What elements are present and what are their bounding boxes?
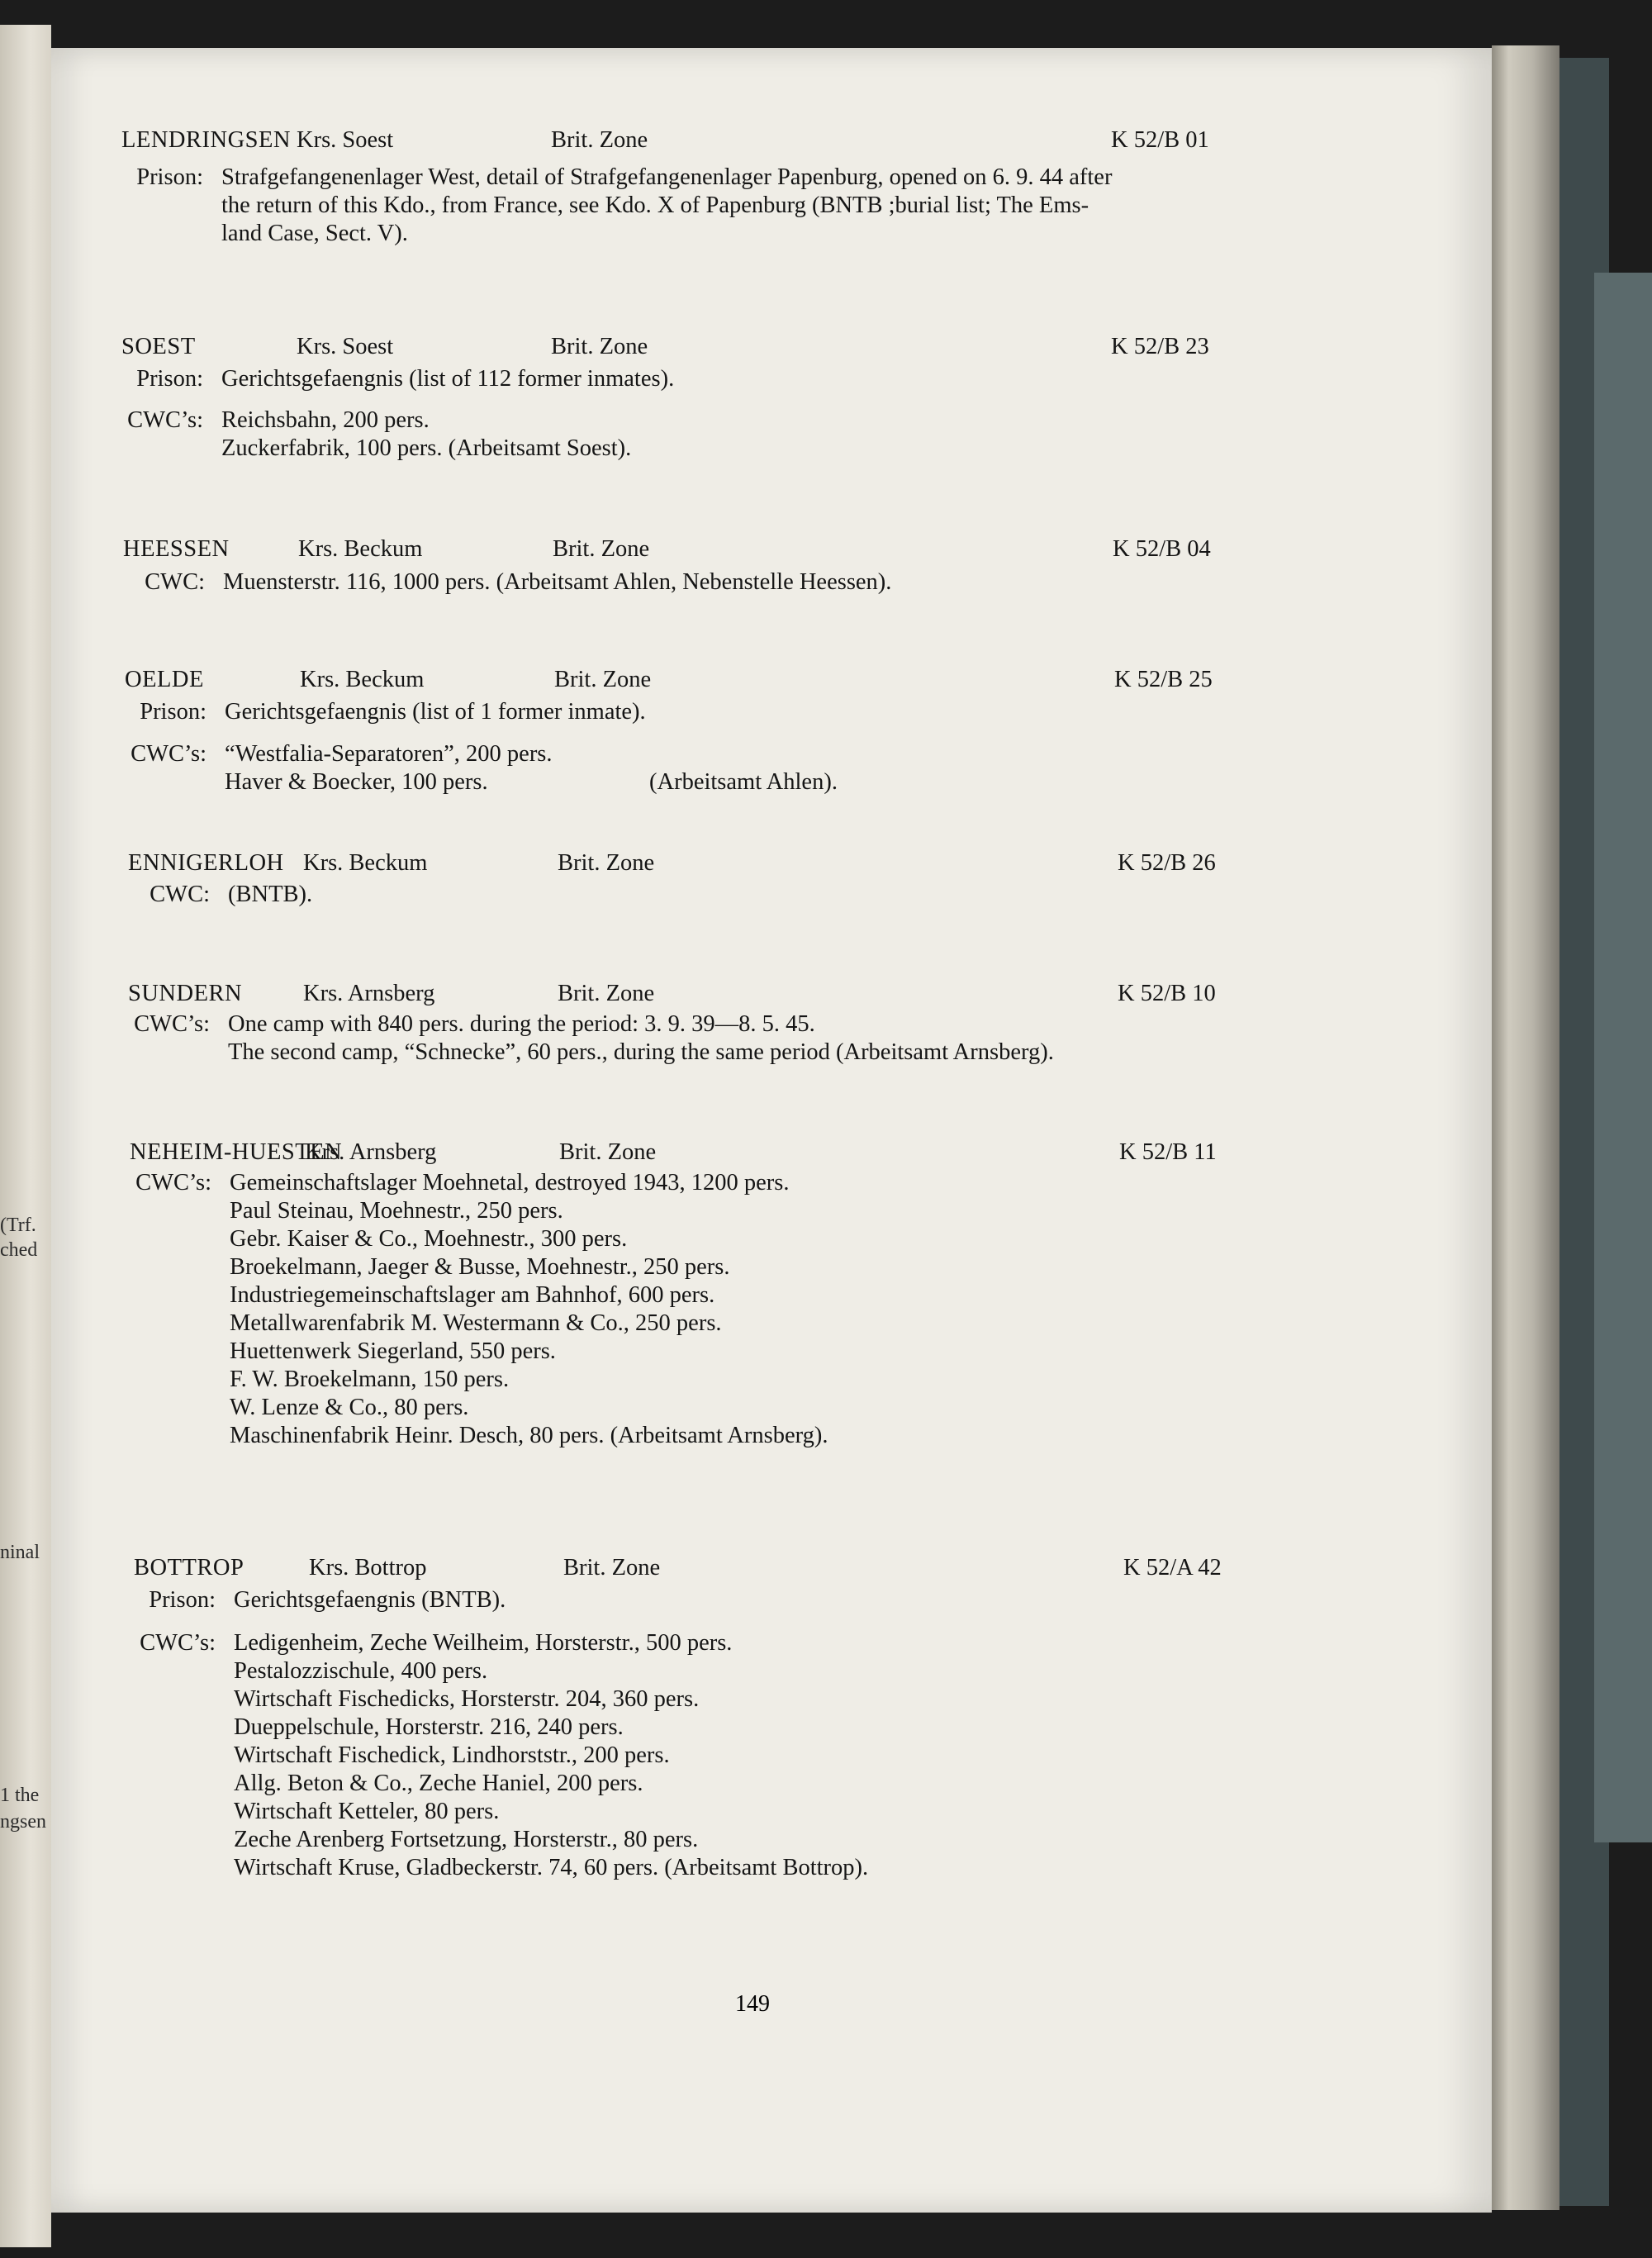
entry-zone: Brit. Zone [559,1139,657,1165]
entry-kreis: Krs. Arnsberg [303,981,435,1006]
entry-kreis: Krs. Soest [297,334,394,359]
entry-zone: Brit. Zone [551,334,648,359]
entry-text-line: Zeche Arenberg Fortsetzung, Horsterstr., 80 pers. [234,1827,699,1852]
entry-kreis: Krs. Bottrop [309,1555,427,1581]
entry-text-line: Allg. Beton & Co., Zeche Haniel, 200 pers. [234,1771,643,1796]
entry-label: CWC’s: [134,1011,210,1037]
entry-code: K 52/B 11 [1119,1139,1217,1165]
entry-text-line: land Case, Sect. V). [221,221,408,246]
entry-label: Prison: [149,1587,216,1613]
entry-place-name: SUNDERN [128,981,243,1006]
facing-page-fragment: ngsen [0,1811,46,1833]
entry-place-name: NEHEIM-HUESTEN [130,1139,343,1165]
entry-text-line: Reichsbahn, 200 pers. [221,407,430,433]
page-text [51,48,1492,2213]
entry-code: K 52/B 23 [1111,334,1209,359]
entry-zone: Brit. Zone [558,981,655,1006]
entry-code: K 52/A 42 [1123,1555,1222,1581]
entry-text-line: Wirtschaft Fischedicks, Horsterstr. 204, 360 pers. [234,1686,700,1712]
facing-page-edge [0,25,51,2247]
entry-code: K 52/B 10 [1118,981,1216,1006]
entry-zone: Brit. Zone [551,127,648,153]
entry-kreis: Krs. Beckum [303,850,428,876]
book-page [51,48,1492,2213]
entry-code: K 52/B 25 [1114,667,1213,692]
entry-label: CWC: [150,882,210,907]
entry-label: CWC’s: [127,407,203,433]
entry-text-line: Dueppelschule, Horsterstr. 216, 240 pers. [234,1714,624,1740]
entry-zone: Brit. Zone [553,536,650,562]
entry-label: Prison: [136,164,203,190]
entry-label: Prison: [136,366,203,392]
book-cover-board [1594,273,1652,1842]
page-stack-edge [1492,45,1559,2210]
entry-text-line: Haver & Boecker, 100 pers. [225,769,488,795]
entry-text-line: Broekelmann, Jaeger & Busse, Moehnestr., 250 pers. [230,1254,730,1280]
entry-text-line: Huettenwerk Siegerland, 550 pers. [230,1338,556,1364]
facing-page-fragment: ched [0,1239,38,1261]
entry-code: K 52/B 26 [1118,850,1216,876]
entry-code: K 52/B 01 [1111,127,1209,153]
entry-text-line: Maschinenfabrik Heinr. Desch, 80 pers. (Arbeitsamt Arnsberg). [230,1423,828,1448]
entry-text-line: (BNTB). [228,882,313,907]
entry-text-line: Muensterstr. 116, 1000 pers. (Arbeitsamt Ahlen, Nebenstelle Heessen). [223,569,892,595]
entry-text-line: Pestalozzischule, 400 pers. [234,1658,488,1684]
entry-label: CWC’s: [135,1170,211,1196]
entry-kreis: Krs. Beckum [298,536,423,562]
entry-kreis: Krs. Soest [297,127,394,153]
entry-label: Prison: [140,699,206,725]
entry-label: CWC’s: [131,741,206,767]
entry-text-line: Gerichtsgefaengnis (BNTB). [234,1587,506,1613]
entry-kreis: Krs. Arnsberg [305,1139,437,1165]
entry-label: CWC: [145,569,205,595]
entry-place-name: SOEST [121,334,196,359]
entry-text-line: Strafgefangenenlager West, detail of Strafgefangenenlager Papenburg, opened on 6. 9. 44 after [221,164,1113,190]
entry-place-name: ENNIGERLOH [128,850,284,876]
entry-place-name: OELDE [125,667,204,692]
entry-label: CWC’s: [140,1630,216,1656]
entry-text-line: F. W. Broekelmann, 150 pers. [230,1367,510,1392]
entry-aside: (Arbeitsamt Ahlen). [649,769,838,795]
entry-text-line: Wirtschaft Kruse, Gladbeckerstr. 74, 60 pers. (Arbeitsamt Bottrop). [234,1855,869,1880]
entry-zone: Brit. Zone [558,850,655,876]
entry-text-line: Wirtschaft Ketteler, 80 pers. [234,1799,500,1824]
entry-kreis: Krs. Beckum [300,667,425,692]
entry-text-line: Gerichtsgefaengnis (list of 112 former inmates). [221,366,675,392]
entry-text-line: Gerichtsgefaengnis (list of 1 former inmate). [225,699,646,725]
entry-text-line: Metallwarenfabrik M. Westermann & Co., 250 pers. [230,1310,722,1336]
entry-text-line: Industriegemeinschaftslager am Bahnhof, 600 pers. [230,1282,715,1308]
entry-text-line: Paul Steinau, Moehnestr., 250 pers. [230,1198,563,1224]
entry-text-line: Gemeinschaftslager Moehnetal, destroyed 1943, 1200 pers. [230,1170,790,1196]
page-number: 149 [735,1991,770,2017]
facing-page-fragment: (Trf. [0,1215,36,1236]
entry-text-line: One camp with 840 pers. during the period: 3. 9. 39—8. 5. 45. [228,1011,815,1037]
entry-text-line: Zuckerfabrik, 100 pers. (Arbeitsamt Soest). [221,435,632,461]
entry-text-line: Wirtschaft Fischedick, Lindhorststr., 200 pers. [234,1742,670,1768]
entry-text-line: Ledigenheim, Zeche Weilheim, Horsterstr., 500 pers. [234,1630,733,1656]
entry-text-line: Gebr. Kaiser & Co., Moehnestr., 300 pers. [230,1226,628,1252]
entry-place-name: BOTTROP [134,1555,244,1581]
entry-place-name: HEESSEN [123,536,230,562]
facing-page-fragment: 1 the [0,1785,40,1806]
entry-text-line: The second camp, “Schnecke”, 60 pers., during the same period (Arbeitsamt Arnsberg). [228,1039,1054,1065]
facing-page-fragment: ninal [0,1542,40,1563]
entry-text-line: W. Lenze & Co., 80 pers. [230,1395,469,1420]
entry-zone: Brit. Zone [554,667,652,692]
entry-place-name: LENDRINGSEN [121,127,291,153]
entry-code: K 52/B 04 [1113,536,1211,562]
entry-zone: Brit. Zone [563,1555,661,1581]
entry-text-line: the return of this Kdo., from France, see Kdo. X of Papenburg (BNTB ;burial list; The Ems- [221,193,1089,218]
entry-text-line: “Westfalia-Separatoren”, 200 pers. [225,741,553,767]
